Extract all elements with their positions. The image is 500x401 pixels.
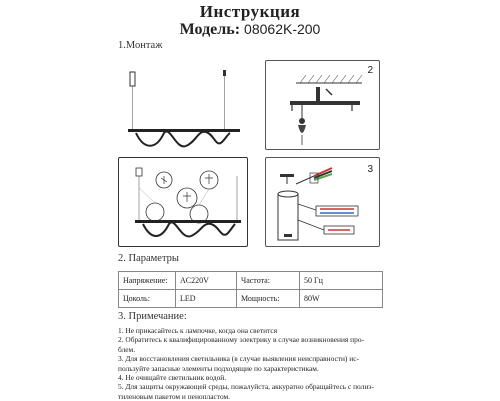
parameters-table (118, 271, 383, 308)
fixture-overview-figure (118, 60, 248, 150)
list-item: 4. Не очищайте светильник водой. (118, 373, 227, 383)
param-label-power: Мощность: (237, 290, 300, 308)
param-label-voltage: Напряжение: (119, 272, 176, 290)
section-notes-heading: 3. Примечание: (118, 311, 187, 322)
param-value-frequency: 50 Гц (300, 272, 383, 290)
list-item: 5. Для защиты окружающей среды, пожалуйста, аккуратно обращайтесь с полиэ- (118, 382, 374, 392)
document-title: Инструкция (199, 2, 301, 21)
param-label-socket: Цоколь: (119, 290, 176, 308)
table-row (119, 272, 383, 290)
notes-list (118, 326, 388, 401)
list-item: пользуйте запасные элементы подходящие по характеристикам. (118, 363, 319, 373)
wiring-detail-figure-3 (265, 157, 380, 247)
model-label: Модель: (179, 21, 241, 38)
figure-3-number: 3 (367, 164, 373, 175)
param-value-power: 80W (300, 290, 383, 308)
section-mount-heading: 1.Монтаж (118, 40, 163, 51)
figure-2-number: 2 (367, 65, 373, 76)
list-item: 2. Обратитесь к квалифицированному электрику в случае возникновения про- (118, 335, 364, 345)
model-line (0, 21, 500, 39)
model-number: 08062K-200 (244, 21, 321, 37)
table-row (119, 290, 383, 308)
section-params-heading: 2. Параметры (118, 253, 179, 264)
mount-detail-figure-2 (265, 60, 380, 150)
list-item: 1. Не прикасайтесь к лампочке, когда она светится (118, 326, 278, 335)
param-value-socket: LED (176, 290, 237, 308)
list-item: блем. (118, 344, 136, 354)
param-label-frequency: Частота: (237, 272, 300, 290)
param-value-voltage: AC220V (176, 272, 237, 290)
list-item: тиленовым пакетом и пенопластом. (118, 391, 231, 401)
list-item: 3. Для восстановления светильника (в случае выявления неисправности) ис- (118, 354, 359, 364)
assembly-detail-figure (118, 157, 248, 247)
